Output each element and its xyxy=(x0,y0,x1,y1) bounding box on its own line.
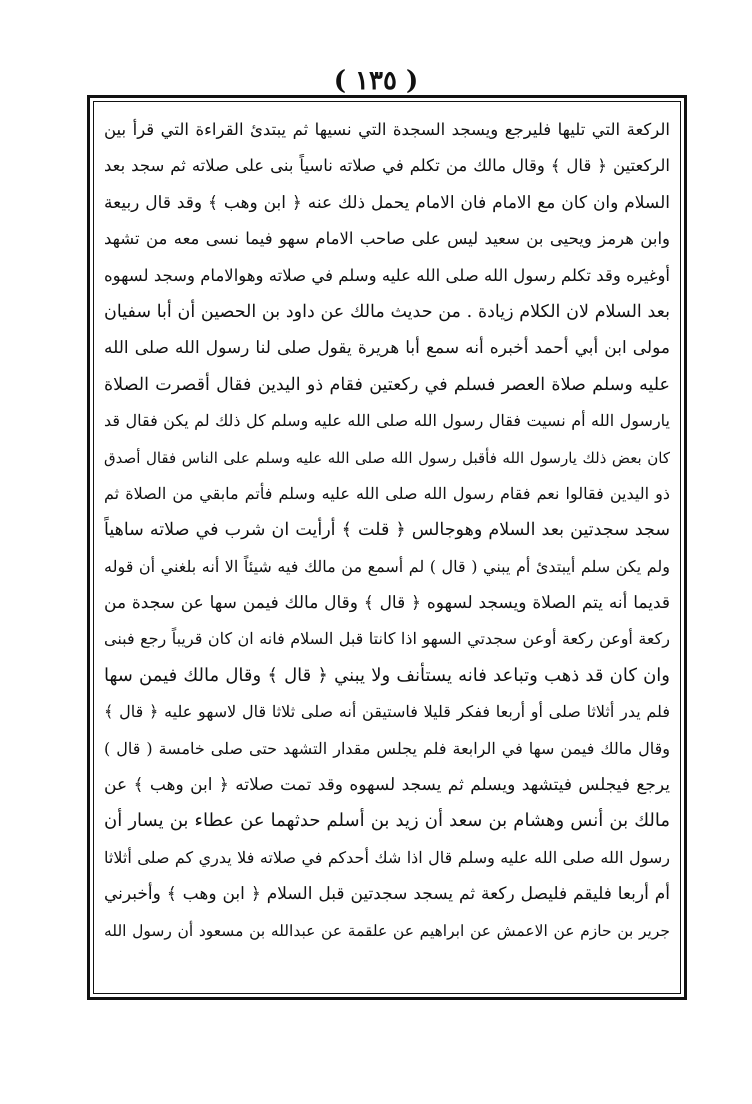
text-line: جرير بن حازم عن الاعمش عن ابراهيم عن علقمة عن عبدالله بن مسعود أن رسول الله xyxy=(104,921,670,940)
text-line: يرجع فيجلس فيتشهد ويسلم ثم يسجد لسهوه وقد تمت صلاته ﴿ ابن وهب ﴾ عن xyxy=(104,775,670,796)
text-line: مولى ابن أبي أحمد أخبره أنه سمع أبا هريرة يقول صلى لنا رسول الله صلى الله xyxy=(104,338,670,359)
text-line: يارسول الله أم نسيت فقال رسول الله صلى الله عليه وسلم كل ذلك لم يكن فقال قد xyxy=(104,411,670,431)
text-line: الركعتين ﴿ قال ﴾ وقال مالك من تكلم في صلاته ناسياً بنى على صلاته ثم سجد بعد xyxy=(104,156,670,176)
text-line: بعد السلام لان الكلام زيادة . من حديث مالك عن داود بن الحصين أن أبا سفيان xyxy=(104,301,670,322)
text-line: وقال مالك فيمن سها في الرابعة فلم يجلس مقدار التشهد حتى صلى خامسة ( قال ) xyxy=(104,738,670,758)
text-line: السلام وان كان مع الامام فان الامام يحمل ذلك عنه ﴿ ابن وهب ﴾ وقد قال ربيعة xyxy=(104,192,670,213)
text-line: الركعة التي تليها فليرجع ويسجد السجدة التي نسيها ثم يبتدئ القراءة التي قرأ بين xyxy=(104,120,670,139)
text-line: أم أربعا فليقم فليصل ركعة ثم يسجد سجدتين قبل السلام ﴿ ابن وهب ﴾ وأخبرني xyxy=(104,884,670,905)
text-line: ركعة أوعن ركعة أوعن سجدتي السهو اذا كانتا قبل السلام فانه ان كان قريباً رجع فبنى xyxy=(104,629,670,649)
text-line: عليه وسلم صلاة العصر فسلم في ركعتين فقام ذو اليدين فقال أقصرت الصلاة xyxy=(104,374,670,395)
text-line: أوغيره وقد تكلم رسول الله صلى الله عليه وسلم في صلاته وهوالامام وسجد لسهوه xyxy=(104,265,670,285)
text-line: مالك بن أنس وهشام بن سعد أن زيد بن أسلم حدثهما عن عطاء بن يسار أن xyxy=(104,810,670,832)
text-line: ذو اليدين فقالوا نعم فقام رسول الله صلى الله عليه وسلم فأتم مابقي من الصلاة ثم xyxy=(104,483,670,503)
text-line: قديما أنه يتم الصلاة ويسجد لسهوه ﴿ قال ﴾ وقال مالك فيمن سها عن سجدة من xyxy=(104,593,670,614)
text-line: فلم يدر أثلاثا صلى أو أربعا ففكر قليلا فاستيقن أنه صلى ثلاثا قال لاسهو عليه ﴿ قال ﴾ xyxy=(104,702,670,722)
text-line: رسول الله صلى الله عليه وسلم قال اذا شك أحدكم في صلاته فلا يدري كم صلى أثلاثا xyxy=(104,847,670,867)
text-line: سجد سجدتين بعد السلام وهوجالس ﴿ قلت ﴾ أرأيت ان شرب في صلاته ساهياً xyxy=(104,520,670,541)
text-line: وابن هرمز ويحيى بن سعيد ليس على صاحب الامام سهو فيما نسى معه من تشهد xyxy=(104,229,670,249)
text-line: كان بعض ذلك يارسول الله فأقبل رسول الله صلى الله عليه وسلم على الناس فقال أصدق xyxy=(104,448,670,467)
text-body xyxy=(104,112,670,984)
text-line: وان كان قد ذهب وتباعد فانه يستأنف ولا يبني ﴿ قال ﴾ وقال مالك فيمن سها xyxy=(104,664,670,686)
text-line: ولم يكن سلم أيبتدئ أم يبني ( قال ) لم أسمع من مالك فيه شيئاً الا أنه بلغني أن قوله xyxy=(104,556,670,576)
page-number: ( ١٣٥ ) xyxy=(333,66,419,96)
